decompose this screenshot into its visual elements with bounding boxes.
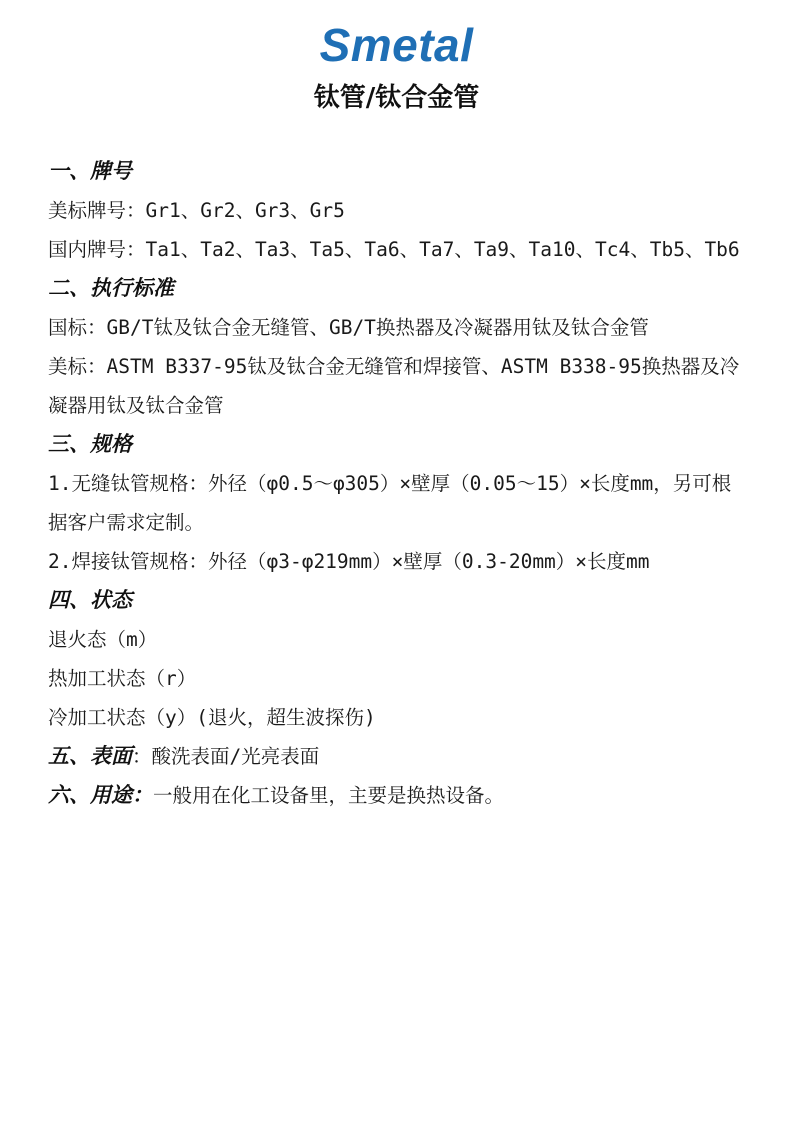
section-heading-specs: 三、规格: [48, 432, 132, 456]
surface-line: [48, 737, 748, 776]
surface-text: ：酸洗表面/光亮表面: [132, 745, 320, 768]
section-heading-surface: 五、表面: [48, 744, 132, 768]
company-logo: [0, 18, 793, 72]
specs-welded: 2.焊接钛管规格：外径（φ3-φ219mm）×壁厚（0.3-20mm）×长度mm: [48, 550, 650, 573]
grades-us: 美标牌号：Gr1、Gr2、Gr3、Gr5: [48, 199, 345, 222]
standards-us: 美标：ASTM B337-95钛及钛合金无缝管和焊接管、ASTM B338-95换热器及冷凝器用钛及钛合金管: [48, 355, 740, 417]
section-heading-grades: 一、牌号: [48, 159, 132, 183]
usage-line: [48, 776, 748, 815]
specs-seamless: 1.无缝钛管规格：外径（φ0.5～φ305）×壁厚（0.05～15）×长度mm，另可根据客户需求定制。: [48, 472, 732, 534]
section-heading-standards: 二、执行标准: [48, 276, 174, 300]
document-body: [48, 152, 748, 815]
grades-cn: 国内牌号：Ta1、Ta2、Ta3、Ta5、Ta6、Ta7、Ta9、Ta10、Tc4、Tb5、Tb6: [48, 238, 740, 261]
standards-cn: 国标：GB/T钛及钛合金无缝管、GB/T换热器及冷凝器用钛及钛合金管: [48, 316, 649, 339]
logo-text: Smetal: [319, 19, 474, 71]
page-title: 钛管/钛合金管: [313, 83, 480, 113]
state-cold-worked: 冷加工状态（y）(退火，超生波探伤): [48, 706, 376, 729]
section-heading-usage: 六、用途：: [48, 783, 153, 807]
state-hot-worked: 热加工状态（r）: [48, 667, 197, 690]
usage-text: 一般用在化工设备里，主要是换热设备。: [153, 784, 505, 807]
section-heading-states: 四、状态: [48, 588, 132, 612]
state-annealed: 退火态（m）: [48, 628, 158, 651]
